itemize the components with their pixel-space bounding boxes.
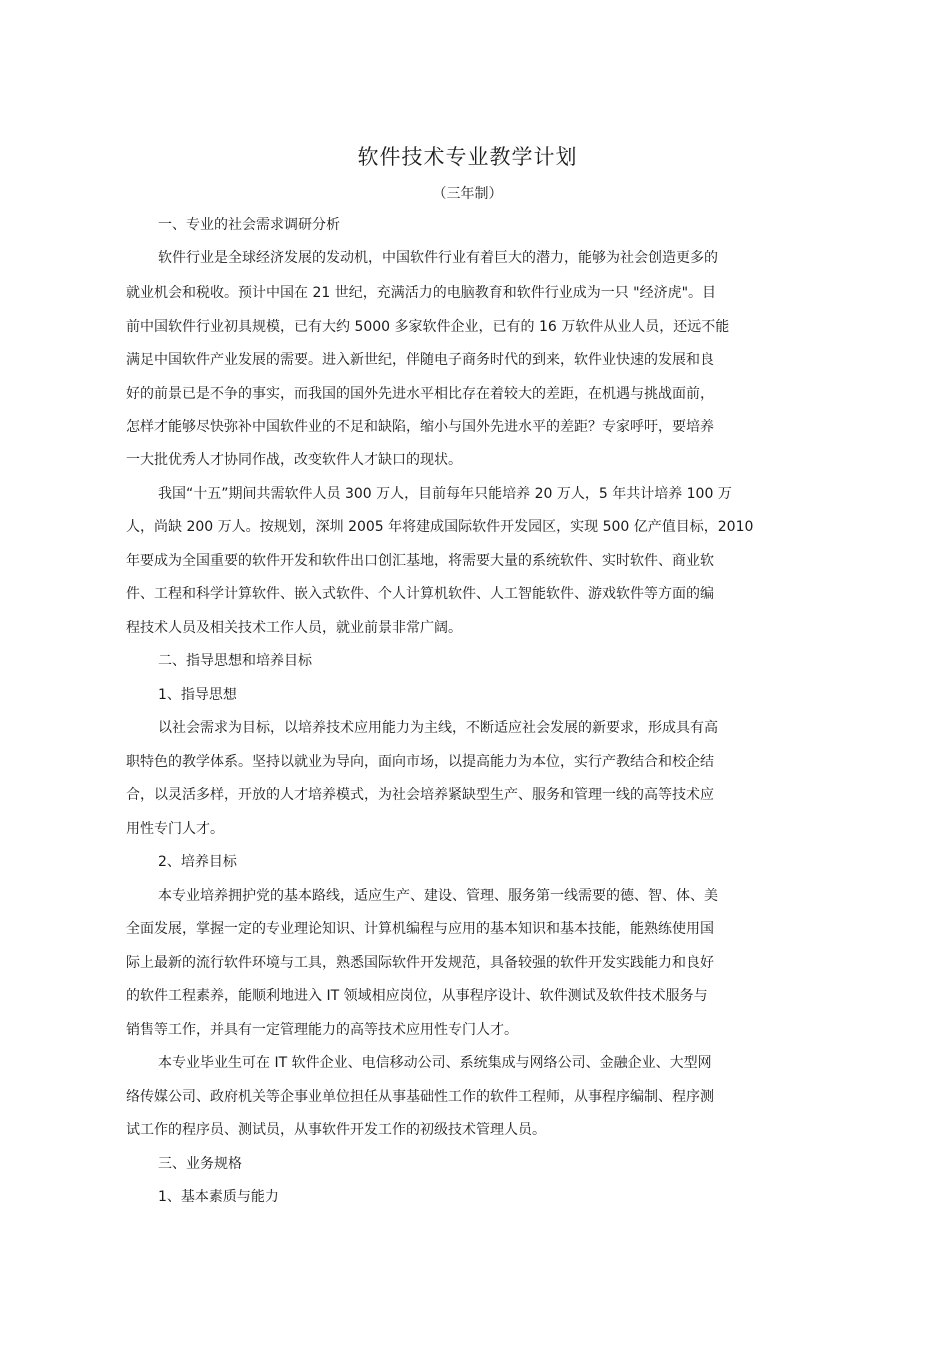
section-heading-1: 一、专业的社会需求调研分析 [158, 217, 340, 233]
paragraph-line: 本专业培养拥护党的基本路线，适应生产、建设、管理、服务第一线需要的德、智、体、美 [158, 888, 718, 904]
paragraph-line: 满足中国软件产业发展的需要。进入新世纪，伴随电子商务时代的到来，软件业快速的发展和良 [126, 352, 714, 368]
subsection-heading: 1、指导思想 [158, 687, 237, 703]
paragraph-line: 程技术人员及相关技术工作人员，就业前景非常广阔。 [126, 620, 462, 636]
paragraph-line: 用性专门人才。 [126, 821, 224, 837]
paragraph-line: 软件行业是全球经济发展的发动机，中国软件行业有着巨大的潜力，能够为社会创造更多的 [158, 250, 718, 266]
section-heading-3: 三、业务规格 [158, 1156, 242, 1172]
paragraph-line: 一大批优秀人才协同作战，改变软件人才缺口的现状。 [126, 452, 462, 468]
paragraph-line: 就业机会和税收。预计中国在 21 世纪，充满活力的电脑教育和软件行业成为一只 "经济虎"。目 [126, 285, 717, 301]
paragraph-line: 我国“十五”期间共需软件人员 300 万人，目前每年只能培养 20 万人，5 年共计培养 100 万 [158, 486, 732, 502]
paragraph-line: 际上最新的流行软件环境与工具，熟悉国际软件开发规范，具备较强的软件开发实践能力和良好 [126, 955, 714, 971]
paragraph-line: 怎样才能够尽快弥补中国软件业的不足和缺陷，缩小与国外先进水平的差距？专家呼吁，要培养 [126, 419, 714, 435]
subsection-heading: 1、基本素质与能力 [158, 1189, 279, 1205]
paragraph-line: 好的前景已是不争的事实，而我国的国外先进水平相比存在着较大的差距，在机遇与挑战面前， [126, 386, 714, 402]
paragraph-line: 络传媒公司、政府机关等企事业单位担任从事基础性工作的软件工程师，从事程序编制、程序测 [126, 1089, 714, 1105]
paragraph-line: 试工作的程序员、测试员，从事软件开发工作的初级技术管理人员。 [126, 1122, 546, 1138]
paragraph-line: 职特色的教学体系。坚持以就业为导向，面向市场，以提高能力为本位，实行产教结合和校企结 [126, 754, 714, 770]
paragraph-line: 合，以灵活多样，开放的人才培养模式，为社会培养紧缺型生产、服务和管理一线的高等技术应 [126, 787, 714, 803]
paragraph-line: 以社会需求为目标，以培养技术应用能力为主线，不断适应社会发展的新要求，形成具有高 [158, 720, 718, 736]
paragraph-line: 的软件工程素养，能顺利地进入 IT 领域相应岗位，从事程序设计、软件测试及软件技术服务与 [126, 988, 708, 1004]
paragraph-line: 本专业毕业生可在 IT 软件企业、电信移动公司、系统集成与网络公司、金融企业、大型网 [158, 1055, 712, 1071]
section-heading-2: 二、指导思想和培养目标 [158, 653, 312, 669]
paragraph-line: 前中国软件行业初具规模，已有大约 5000 多家软件企业，已有的 16 万软件从业人员，还远不能 [126, 319, 730, 335]
paragraph-line: 销售等工作，并具有一定管理能力的高等技术应用性专门人才。 [126, 1022, 518, 1038]
paragraph-line: 全面发展，掌握一定的专业理论知识、计算机编程与应用的基本知识和基本技能，能熟练使用国 [126, 921, 714, 937]
subsection-heading: 2、培养目标 [158, 854, 237, 870]
paragraph-line: 年要成为全国重要的软件开发和软件出口创汇基地，将需要大量的系统软件、实时软件、商业软 [126, 553, 714, 569]
paragraph-line: 人，尚缺 200 万人。按规划，深圳 2005 年将建成国际软件开发园区，实现 500 亿产值目标，2010 [126, 519, 754, 535]
document-title: 软件技术专业教学计划 [357, 145, 578, 169]
paragraph-line: 件、工程和科学计算软件、嵌入式软件、个人计算机软件、人工智能软件、游戏软件等方面的编 [126, 586, 714, 602]
document-subtitle: （三年制） [432, 186, 503, 202]
